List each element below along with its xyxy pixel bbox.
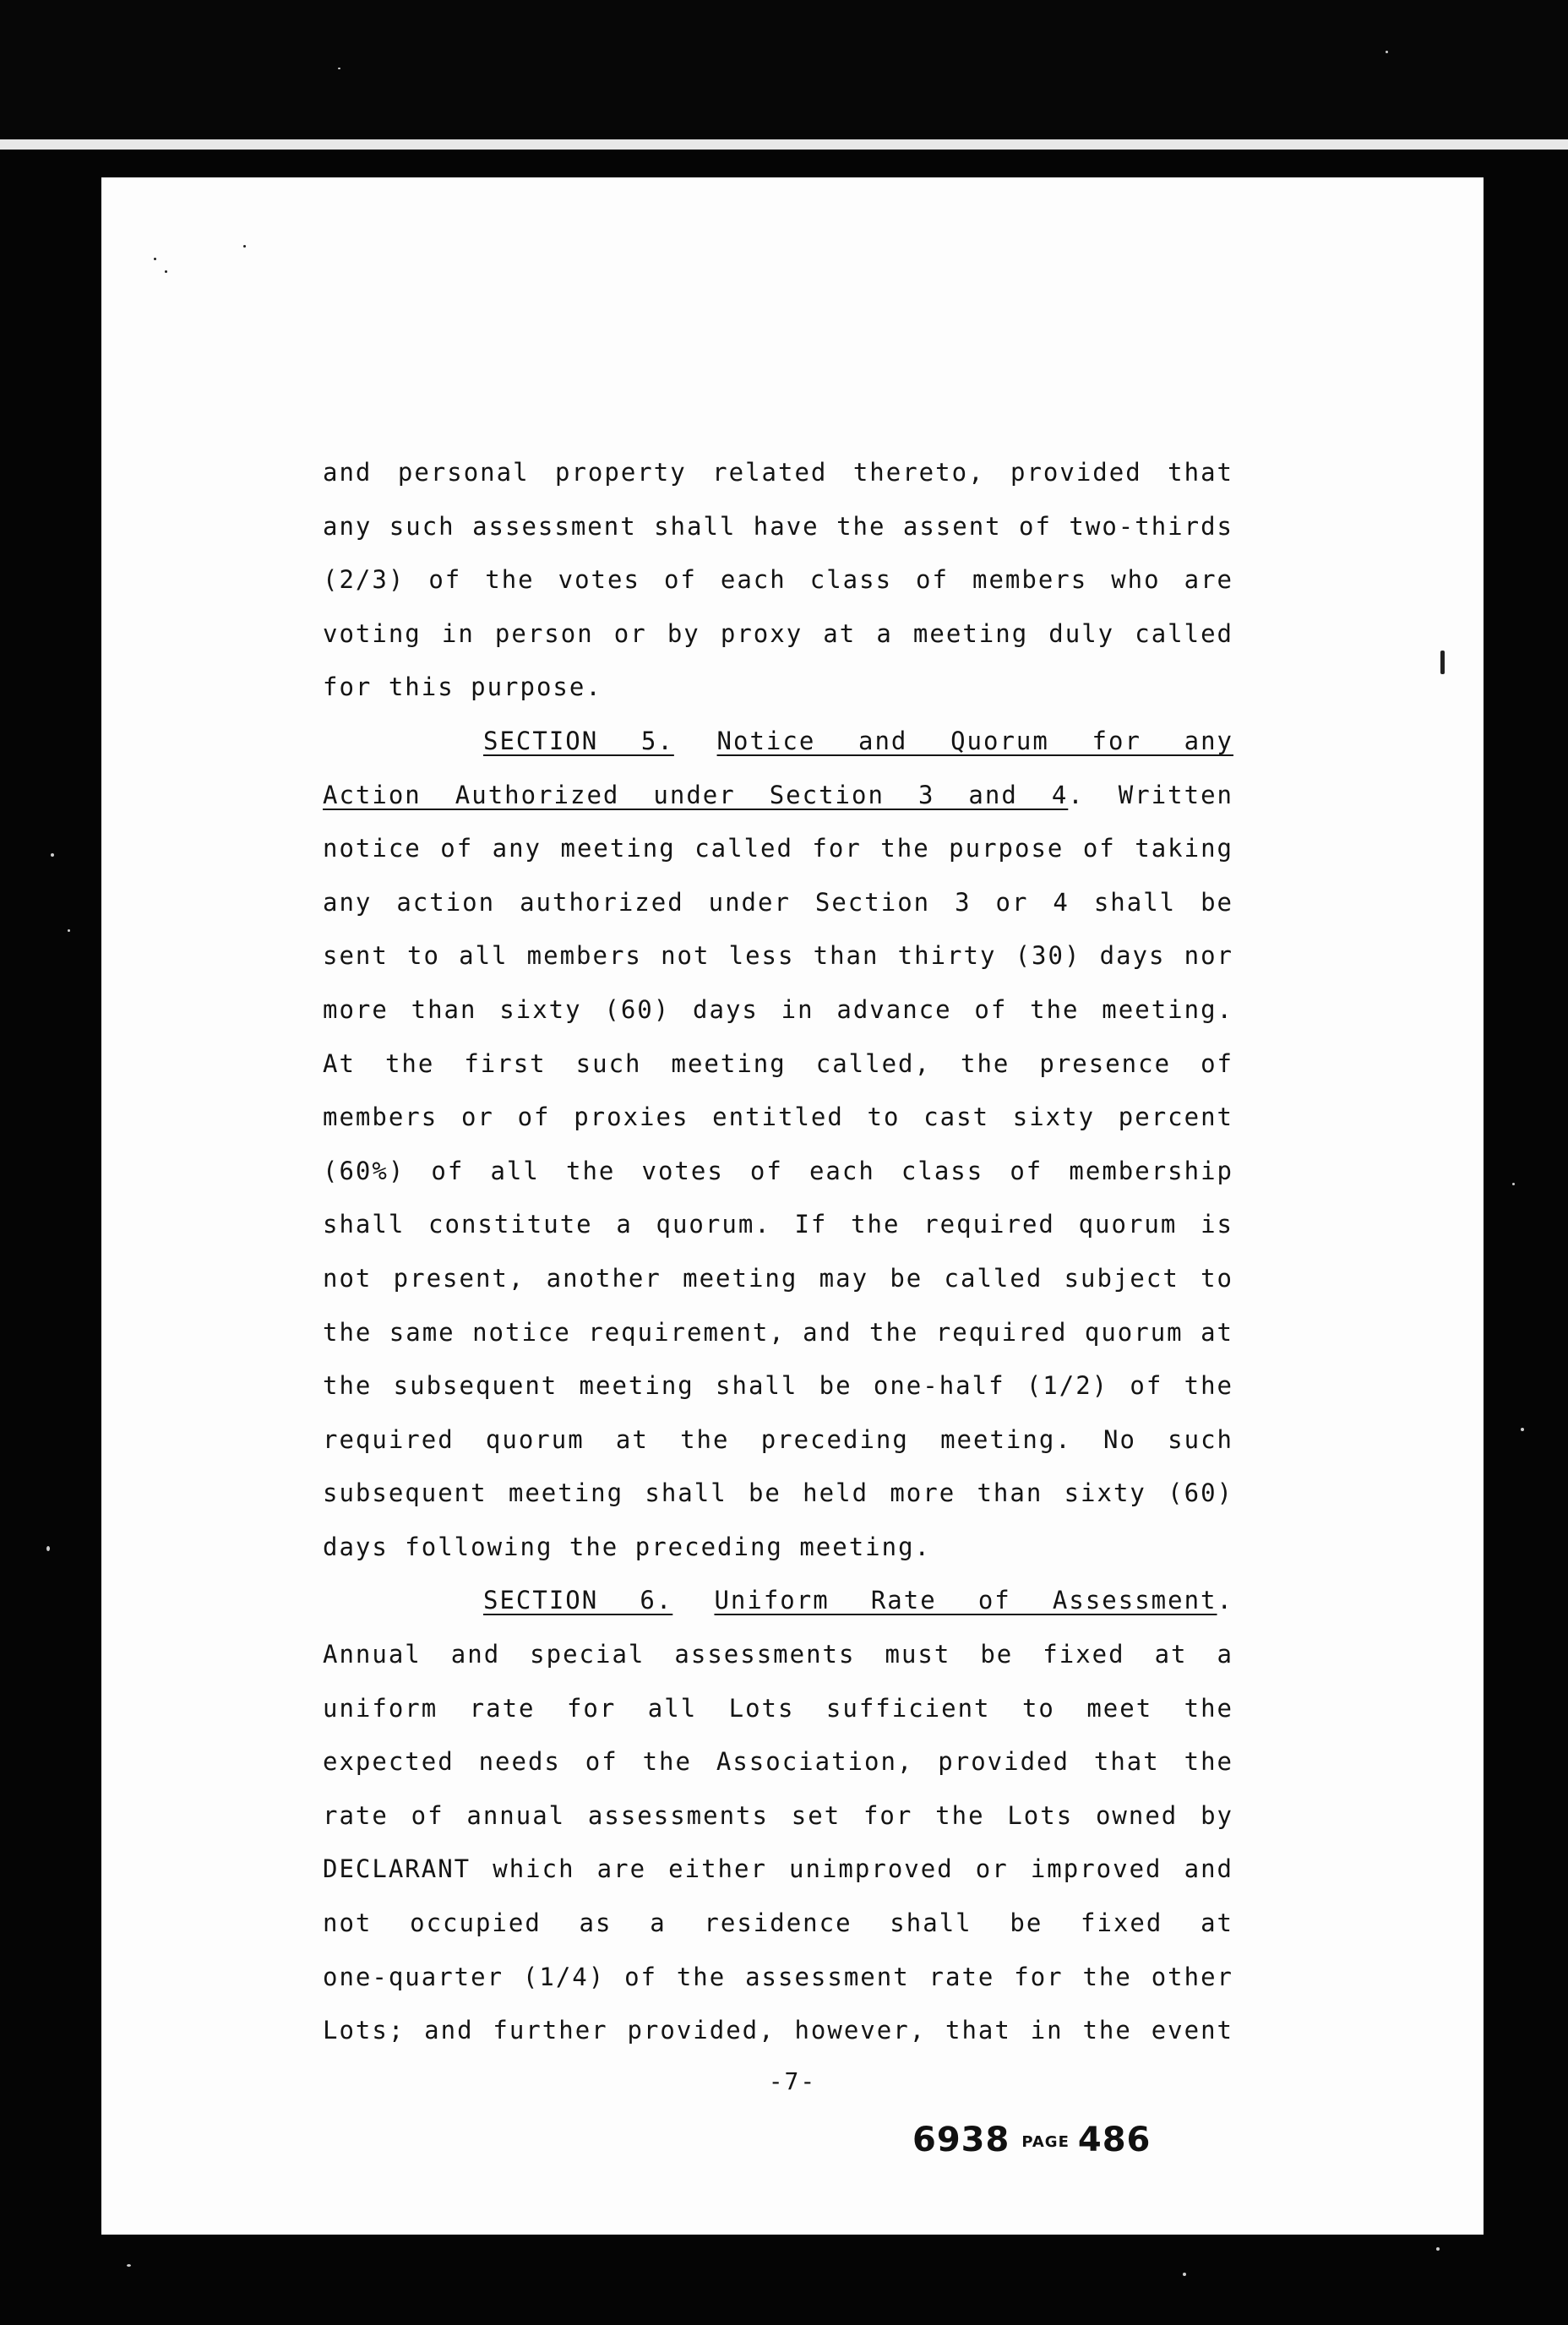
text-line <box>323 1145 1233 1199</box>
line-text: Annual and special assessments must be fixed at a <box>323 1640 1233 1669</box>
line-text: shall constitute a quorum. If the required quorum is <box>323 1210 1233 1239</box>
text-line <box>323 446 1233 500</box>
body-text <box>323 446 1233 2058</box>
text-line <box>323 1843 1233 1897</box>
text-line <box>323 661 1233 715</box>
text-line <box>323 929 1233 983</box>
text-line <box>323 1628 1233 1682</box>
section-title: Notice and Quorum for any <box>716 726 1233 755</box>
text-line <box>323 1682 1233 1736</box>
section-title-continued: Action Authorized under Section 3 and 4 <box>323 780 1069 809</box>
line-text: (2/3) of the votes of each class of members who are <box>323 565 1233 595</box>
book-number: 6938 <box>912 2121 1010 2159</box>
line-text: the subsequent meeting shall be one-half (1/2) of the <box>323 1371 1233 1401</box>
page-number: -7- <box>768 2067 817 2095</box>
line-text: sent to all members not less than thirty (30) days nor <box>323 941 1233 971</box>
text-line <box>323 1198 1233 1252</box>
text-line <box>323 1735 1233 1789</box>
section-heading: SECTION 6. <box>483 1586 673 1615</box>
line-text: rate of annual assessments set for the Lots owned by <box>323 1800 1233 1830</box>
line-text: any action authorized under Section 3 or 4 shall be <box>323 887 1233 917</box>
text-line <box>323 1521 1233 1575</box>
line-text: At the first such meeting called, the presence of <box>323 1048 1233 1078</box>
text-line <box>323 2004 1233 2058</box>
line-text: Lots; and further provided, however, that in the event <box>323 2016 1233 2045</box>
line-text: days following the preceding meeting. <box>323 1532 932 1561</box>
line-text: . Written <box>1068 780 1233 809</box>
scan-top-border <box>0 0 1568 139</box>
text-line <box>323 769 1233 823</box>
line-text: and personal property related thereto, provided that <box>323 458 1233 487</box>
text-line <box>323 1359 1233 1413</box>
text-line <box>323 1897 1233 1951</box>
text-line <box>323 1037 1233 1092</box>
line-text: expected needs of the Association, provided that the <box>323 1747 1233 1777</box>
line-text: members or of proxies entitled to cast sixty percent <box>323 1103 1233 1132</box>
text-line <box>323 1252 1233 1306</box>
section-title: Uniform Rate of Assessment <box>714 1586 1217 1615</box>
document-page <box>101 177 1484 2235</box>
line-text: the same notice requirement, and the required quorum at <box>323 1317 1233 1347</box>
line-text: one-quarter (1/4) of the assessment rate for the other <box>323 1962 1233 1991</box>
text-line <box>323 1467 1233 1521</box>
text-line <box>323 715 1233 769</box>
line-text: (60%) of all the votes of each class of membership <box>323 1156 1233 1185</box>
text-line <box>323 1951 1233 2005</box>
line-text: any such assessment shall have the assent of two-thirds <box>323 511 1233 541</box>
text-line <box>323 1306 1233 1360</box>
text-line <box>323 607 1233 662</box>
text-line <box>323 876 1233 930</box>
line-text: voting in person or by proxy at a meeting duly called <box>323 618 1233 648</box>
text-line <box>323 1413 1233 1467</box>
text-line <box>323 1091 1233 1145</box>
line-text: for this purpose. <box>323 672 602 702</box>
text-line <box>323 983 1233 1037</box>
text-line <box>323 822 1233 876</box>
line-text: required quorum at the preceding meeting. No such <box>323 1424 1233 1454</box>
section-heading: SECTION 5. <box>483 726 674 755</box>
line-text: uniform rate for all Lots sufficient to meet the <box>323 1693 1233 1723</box>
text-line <box>323 1789 1233 1843</box>
line-text: not occupied as a residence shall be fixed at <box>323 1908 1233 1938</box>
page-label: PAGE <box>1021 2132 1070 2151</box>
text-line <box>323 1574 1233 1628</box>
book-page-reference <box>912 2121 1151 2159</box>
line-text: . <box>1217 1586 1233 1615</box>
line-text: notice of any meeting called for the purpose of taking <box>323 834 1233 863</box>
text-line <box>323 500 1233 554</box>
line-text: subsequent meeting shall be held more than sixty (60) <box>323 1478 1233 1508</box>
text-line <box>323 553 1233 607</box>
scan-top-rule <box>0 139 1568 150</box>
line-text: more than sixty (60) days in advance of the meeting. <box>323 994 1233 1024</box>
line-text: DECLARANT which are either unimproved or improved and <box>323 1854 1233 1884</box>
line-text: not present, another meeting may be called subject to <box>323 1263 1233 1293</box>
book-page-number: 486 <box>1077 2121 1152 2159</box>
